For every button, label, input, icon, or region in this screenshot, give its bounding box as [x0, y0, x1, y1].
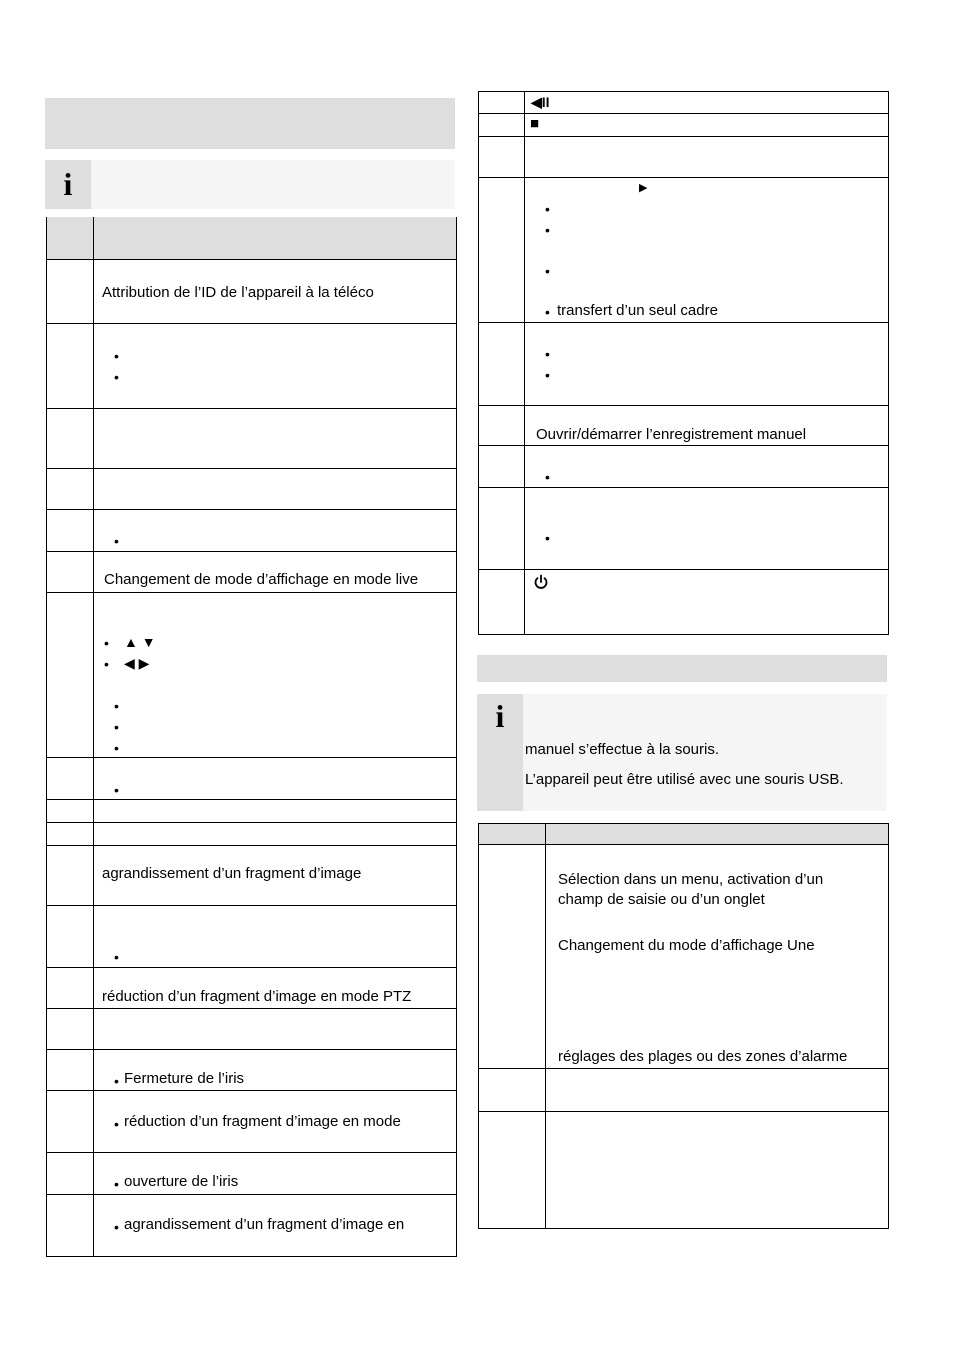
table-row — [479, 570, 889, 635]
row-text: Changement du mode d’affichage Une — [558, 937, 815, 954]
bullet: • — [114, 1175, 119, 1192]
row-text: Changement de mode d’affichage en mode live — [104, 570, 419, 588]
table-row — [479, 488, 889, 570]
bullet: • — [545, 263, 550, 279]
bullet: • — [114, 368, 119, 385]
table-row — [479, 1069, 889, 1112]
bullet: • — [545, 530, 550, 546]
row-text: Ouvrir/démarrer l’enregistrement manuel — [536, 426, 807, 443]
table-row — [479, 845, 889, 1069]
info-text-line1: manuel s’effectue à la souris. — [525, 741, 719, 758]
table-row — [47, 799, 457, 822]
table-row — [47, 1152, 457, 1194]
table-row — [47, 967, 457, 1008]
table-row — [47, 259, 457, 323]
table-row — [47, 1049, 457, 1090]
row-text: Fermeture de l’iris — [124, 1069, 245, 1087]
table-row — [479, 406, 889, 446]
bullet: • — [545, 304, 550, 320]
row-text: Sélection dans un menu, activation d’un — [558, 871, 824, 888]
mouse-function-table — [478, 823, 889, 1229]
table-row — [47, 905, 457, 967]
table-row — [47, 1090, 457, 1152]
row-text: agrandissement d’un fragment d’image — [102, 864, 362, 882]
bullet: • — [114, 948, 119, 965]
table-row — [47, 1194, 457, 1256]
table-row — [47, 592, 457, 757]
bullet: • — [114, 1072, 119, 1089]
table-row — [47, 551, 457, 592]
up-down-arrows-icon: ▲ ▼ — [124, 633, 156, 650]
table-row — [47, 822, 457, 845]
left-right-arrows-icon: ◀ ▶ — [124, 654, 150, 671]
table-header-row — [47, 217, 457, 259]
bullet: • — [545, 201, 550, 217]
left-info-box — [45, 160, 455, 209]
table-row — [47, 408, 457, 468]
row-text: champ de saisie ou d’un onglet — [558, 891, 765, 908]
bullet: • — [114, 347, 119, 364]
bullet: • — [545, 222, 550, 238]
bullet: • — [545, 469, 550, 485]
row-text: réduction d’un fragment d’image en mode — [124, 1112, 401, 1130]
bullet: • — [114, 718, 119, 735]
table-row — [479, 1112, 889, 1229]
row-text: réduction d’un fragment d’image en mode PTZ — [102, 987, 412, 1005]
row-text: agrandissement d’un fragment d’image en — [124, 1215, 405, 1233]
left-function-table — [46, 217, 457, 1257]
table-row — [47, 845, 457, 905]
table-row — [479, 446, 889, 488]
power-icon — [533, 574, 549, 590]
bullet: • — [114, 532, 119, 549]
left-section-header-bar — [45, 98, 455, 149]
bullet: • — [545, 346, 550, 362]
table-row — [479, 114, 889, 137]
frame-back-pause-icon: ◀II — [531, 94, 550, 110]
table-row — [479, 323, 889, 406]
row-text: Attribution de l’ID de l’appareil à la téléco — [102, 283, 374, 301]
table-row — [47, 757, 457, 799]
table-row — [479, 178, 889, 323]
stop-icon: ■ — [530, 115, 540, 132]
table-row — [479, 92, 889, 114]
bullet: • — [114, 739, 119, 756]
bullet: • — [104, 634, 109, 651]
bullet: • — [114, 1115, 119, 1132]
info-text-line2: L’appareil peut être utilisé avec une souris USB. — [525, 771, 844, 788]
bullet: • — [104, 655, 109, 672]
bullet: • — [114, 781, 119, 798]
table-row — [47, 509, 457, 551]
play-icon: ▶ — [639, 182, 648, 194]
right-section-header-bar — [477, 655, 887, 682]
bullet: • — [545, 367, 550, 383]
row-text: ouverture de l’iris — [124, 1172, 239, 1190]
table-row — [47, 323, 457, 408]
info-icon: i — [45, 160, 91, 209]
row-text: réglages des plages ou des zones d’alarme — [558, 1048, 848, 1065]
right-function-table — [478, 91, 889, 635]
table-header-row — [479, 824, 889, 845]
table-row — [47, 468, 457, 509]
bullet: • — [114, 697, 119, 714]
info-icon: i — [477, 694, 523, 811]
table-row — [47, 1008, 457, 1049]
table-row — [479, 137, 889, 178]
row-text: transfert d’un seul cadre — [557, 302, 718, 319]
bullet: • — [114, 1218, 119, 1235]
